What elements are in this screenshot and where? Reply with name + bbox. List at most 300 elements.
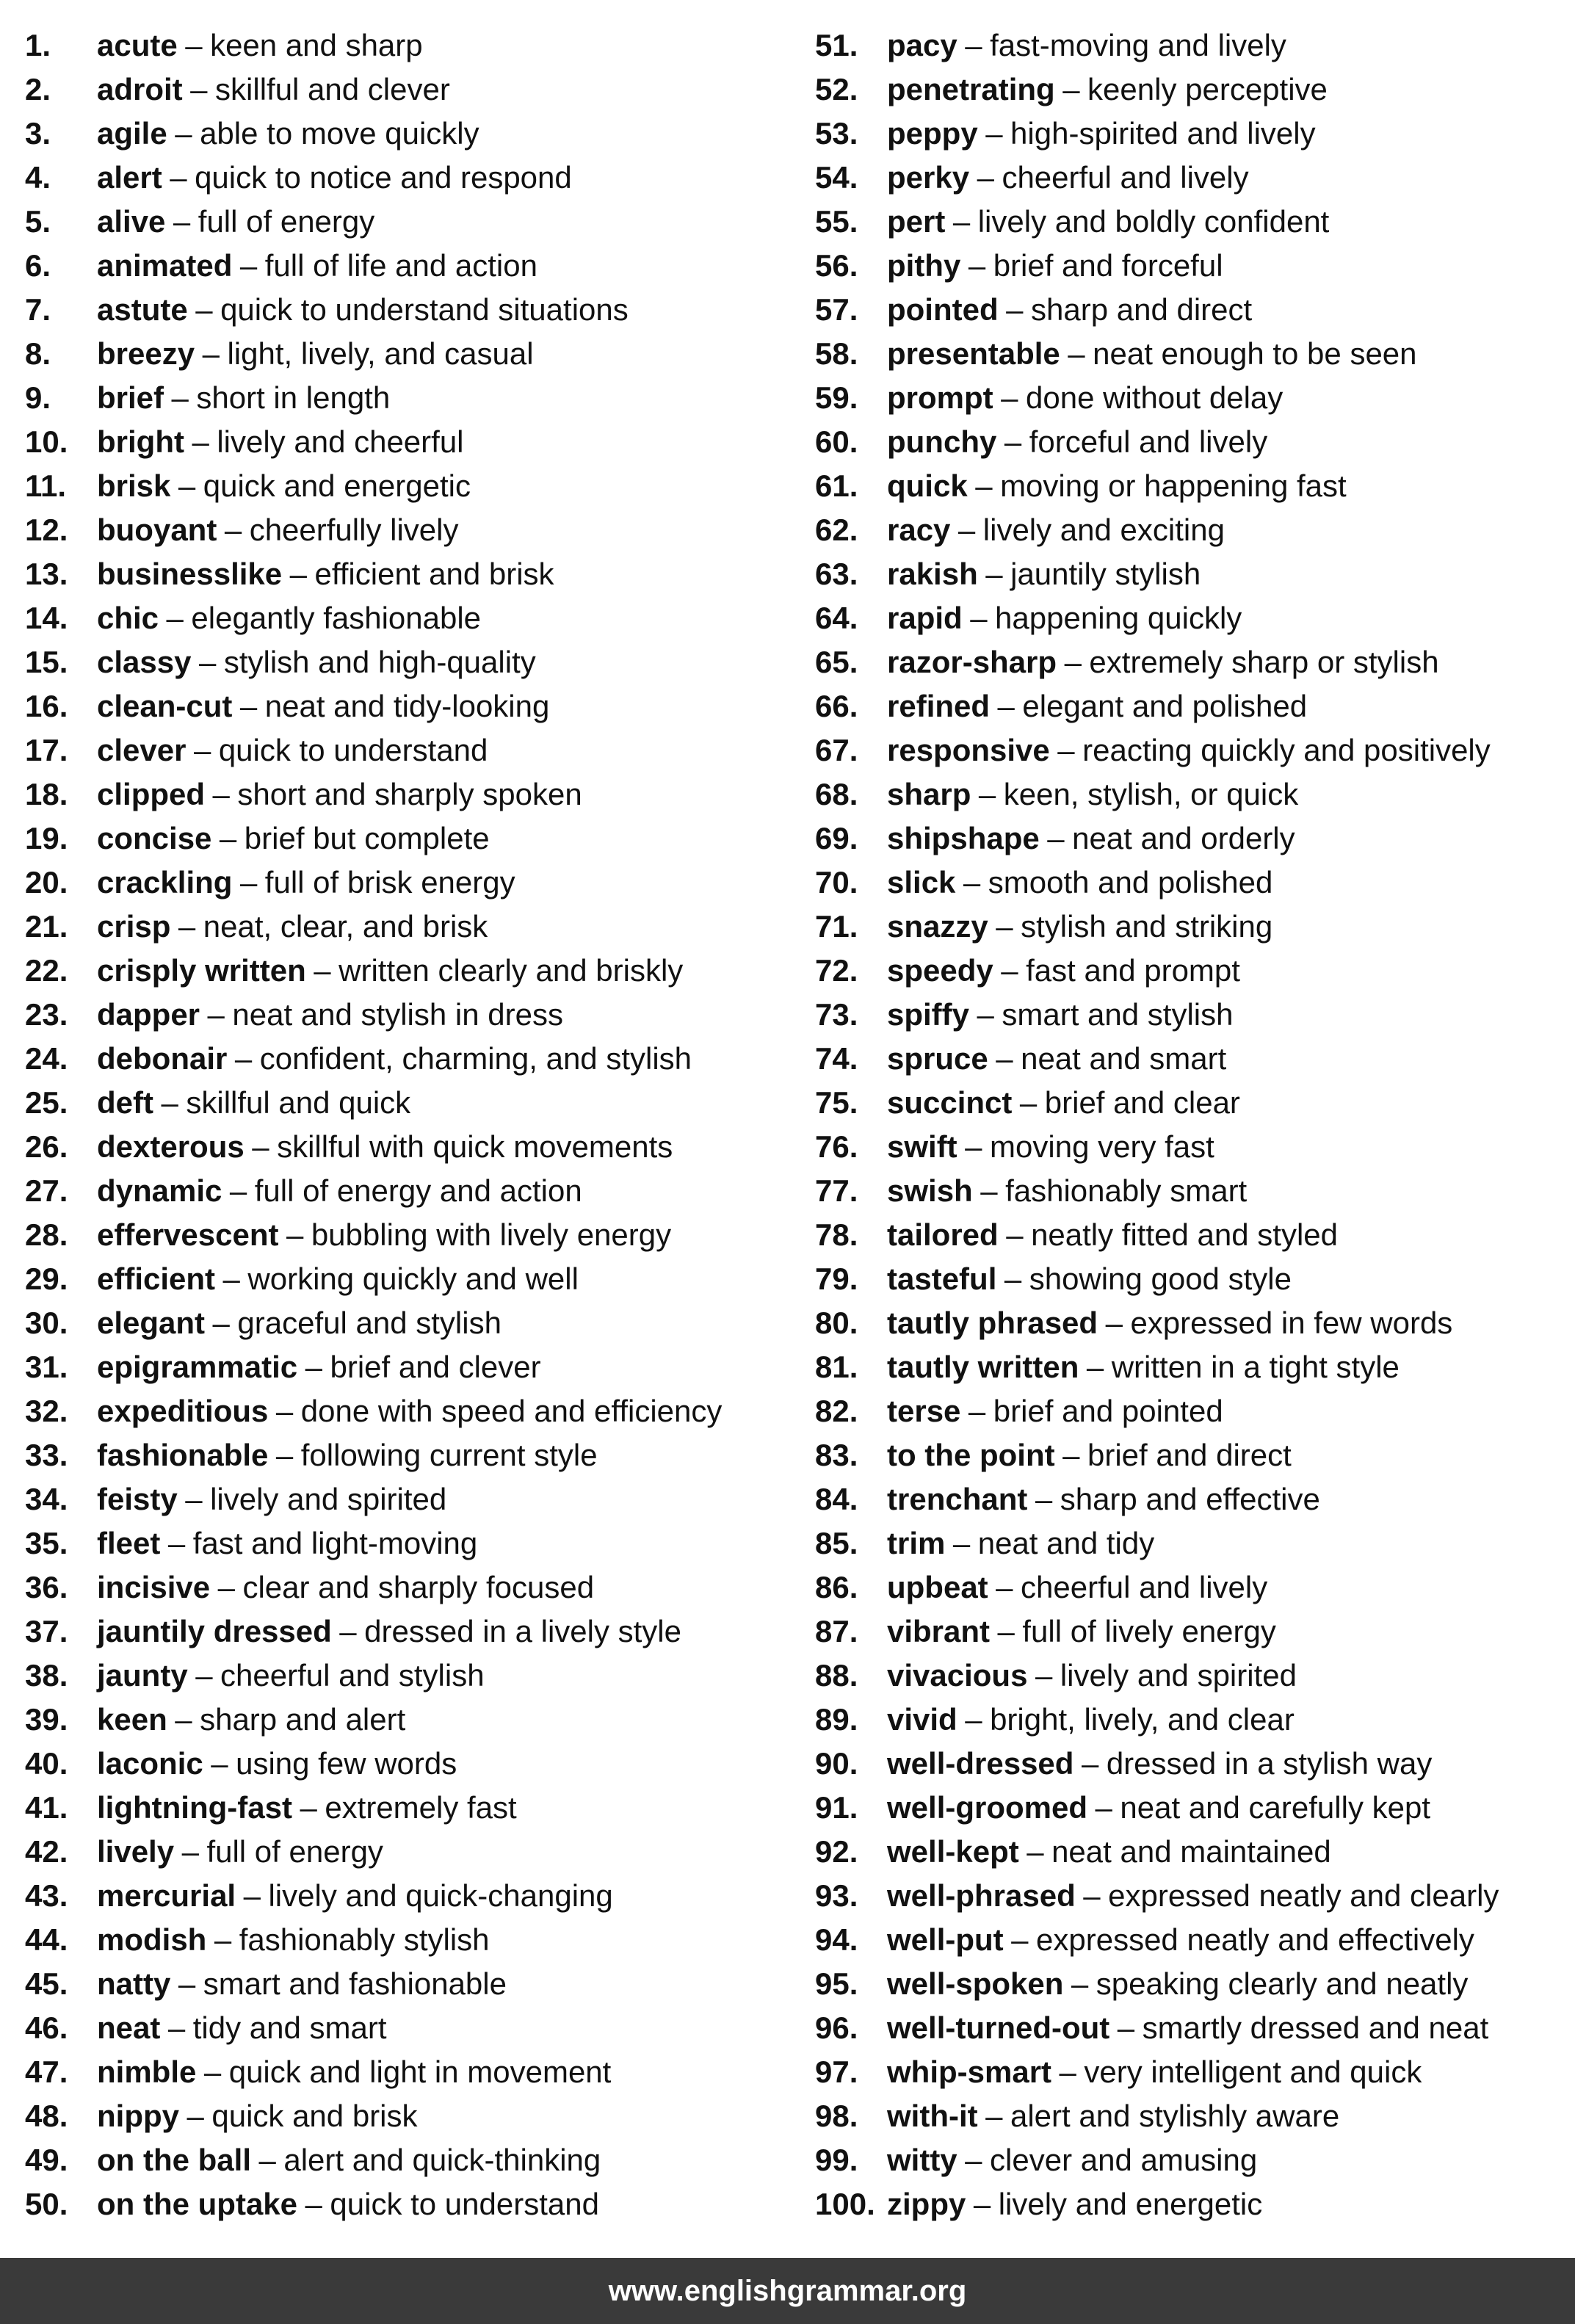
- list-item: [815, 817, 1568, 861]
- item-definition: lively and quick-changing: [268, 1878, 613, 1913]
- item-separator: –: [952, 204, 971, 239]
- item-word: racy: [887, 513, 951, 547]
- item-word: swish: [887, 1173, 973, 1208]
- item-definition: working quickly and well: [247, 1261, 579, 1296]
- item-separator: –: [178, 1966, 196, 2001]
- list-item: [815, 949, 1568, 993]
- list-item: [25, 1698, 789, 1742]
- item-word: swift: [887, 1129, 957, 1164]
- item-separator: –: [305, 1350, 322, 1384]
- item-word: vivid: [887, 1702, 957, 1737]
- item-word: nimble: [97, 2055, 197, 2089]
- item-definition: full of energy and action: [254, 1173, 582, 1208]
- item-definition: expressed in few words: [1130, 1306, 1453, 1340]
- item-separator: –: [1027, 1834, 1044, 1869]
- item-number: 23.: [25, 997, 68, 1032]
- item-separator: –: [167, 1526, 186, 1560]
- item-definition: lively and cheerful: [217, 424, 464, 459]
- item-number: 90.: [815, 1746, 858, 1781]
- item-number: 32.: [25, 1394, 68, 1428]
- item-number: 21.: [25, 909, 68, 944]
- list-item: [815, 861, 1568, 905]
- item-separator: –: [222, 1261, 240, 1296]
- list-item: [815, 376, 1568, 420]
- item-word: acute: [97, 28, 178, 62]
- item-definition: cheerful and stylish: [220, 1658, 485, 1693]
- item-definition: expressed neatly and effectively: [1036, 1922, 1474, 1957]
- item-definition: neat enough to be seen: [1093, 336, 1417, 371]
- list-item: [815, 1874, 1568, 1918]
- list-item: [25, 1213, 789, 1257]
- item-separator: –: [190, 72, 208, 106]
- list-item: [815, 1345, 1568, 1389]
- item-number: 73.: [815, 997, 858, 1032]
- item-word: speedy: [887, 953, 993, 988]
- list-item: [25, 1433, 789, 1477]
- item-word: dynamic: [97, 1173, 222, 1208]
- list-item: [815, 200, 1568, 244]
- item-separator: –: [171, 380, 189, 415]
- list-item: [25, 861, 789, 905]
- item-number: 37.: [25, 1614, 68, 1648]
- item-separator: –: [339, 1614, 357, 1648]
- list-item: [25, 1521, 789, 1565]
- item-separator: –: [996, 1570, 1013, 1604]
- item-word: buoyant: [97, 513, 217, 547]
- list-item: [25, 905, 789, 949]
- list-item: [25, 244, 789, 288]
- item-definition: fast and prompt: [1026, 953, 1240, 988]
- item-definition: cheerful and lively: [1002, 160, 1249, 195]
- item-definition: full of lively energy: [1022, 1614, 1276, 1648]
- item-number: 1.: [25, 28, 51, 62]
- item-word: efficient: [97, 1261, 216, 1296]
- item-word: rapid: [887, 601, 963, 635]
- item-definition: smooth and polished: [988, 865, 1273, 899]
- list-item: [815, 1918, 1568, 1962]
- list-item: [25, 288, 789, 332]
- list-item: [815, 156, 1568, 200]
- item-separator: –: [305, 2187, 322, 2221]
- item-separator: –: [1035, 1482, 1053, 1516]
- item-word: rakish: [887, 557, 978, 591]
- list-item: [25, 1918, 789, 1962]
- item-number: 70.: [815, 865, 858, 899]
- item-word: tasteful: [887, 1261, 997, 1296]
- list-item: [815, 2182, 1568, 2226]
- list-item: [25, 2182, 789, 2226]
- item-word: brief: [97, 380, 164, 415]
- item-word: tautly phrased: [887, 1306, 1098, 1340]
- item-definition: following current style: [300, 1438, 598, 1472]
- item-number: 59.: [815, 380, 858, 415]
- item-number: 71.: [815, 909, 858, 944]
- list-item: [25, 596, 789, 640]
- item-definition: efficient and brisk: [314, 557, 554, 591]
- item-separator: –: [1081, 1746, 1099, 1781]
- item-definition: short and sharply spoken: [237, 777, 582, 811]
- item-word: punchy: [887, 424, 997, 459]
- item-definition: sharp and direct: [1031, 292, 1253, 327]
- item-number: 55.: [815, 204, 858, 239]
- item-separator: –: [173, 204, 191, 239]
- item-definition: clear and sharply focused: [242, 1570, 595, 1604]
- list-item: [815, 288, 1568, 332]
- list-item: [815, 1786, 1568, 1830]
- item-separator: –: [1059, 2055, 1076, 2089]
- list-item: [815, 1610, 1568, 1654]
- list-item: [815, 1698, 1568, 1742]
- item-word: breezy: [97, 336, 195, 371]
- item-number: 22.: [25, 953, 68, 988]
- item-definition: elegantly fashionable: [191, 601, 482, 635]
- item-word: on the uptake: [97, 2187, 298, 2221]
- item-separator: –: [965, 1129, 982, 1164]
- item-word: vibrant: [887, 1614, 991, 1648]
- item-word: adroit: [97, 72, 183, 106]
- list-item: [815, 772, 1568, 817]
- item-word: bright: [97, 424, 184, 459]
- item-word: dapper: [97, 997, 200, 1032]
- item-definition: brief and pointed: [993, 1394, 1223, 1428]
- item-definition: cheerfully lively: [249, 513, 459, 547]
- item-definition: neat and stylish in dress: [232, 997, 563, 1032]
- item-number: 43.: [25, 1878, 68, 1913]
- list-item: [815, 420, 1568, 464]
- item-separator: –: [239, 865, 258, 899]
- item-definition: neat and maintained: [1051, 1834, 1331, 1869]
- item-definition: quick and energetic: [203, 468, 471, 503]
- list-item: [25, 200, 789, 244]
- item-separator: –: [1095, 1790, 1112, 1825]
- item-number: 46.: [25, 2010, 68, 2045]
- item-number: 6.: [25, 248, 51, 283]
- item-number: 3.: [25, 116, 51, 151]
- item-number: 7.: [25, 292, 51, 327]
- item-definition: quick and brisk: [211, 2099, 418, 2133]
- item-definition: extremely sharp or stylish: [1089, 645, 1439, 679]
- list-item: [25, 112, 789, 156]
- item-word: modish: [97, 1922, 207, 1957]
- item-separator: –: [957, 513, 976, 547]
- item-word: on the ball: [97, 2143, 251, 2177]
- item-number: 76.: [815, 1129, 858, 1164]
- item-number: 36.: [25, 1570, 68, 1604]
- item-word: crackling: [97, 865, 233, 899]
- item-word: snazzy: [887, 909, 988, 944]
- item-separator: –: [980, 1173, 998, 1208]
- item-separator: –: [198, 645, 217, 679]
- item-separator: –: [195, 1658, 213, 1693]
- list-item: [25, 817, 789, 861]
- item-number: 45.: [25, 1966, 68, 2001]
- item-separator: –: [195, 292, 213, 327]
- item-word: well-dressed: [887, 1746, 1074, 1781]
- item-word: natty: [97, 1966, 171, 2001]
- list-item: [815, 728, 1568, 772]
- item-definition: neat and tidy: [977, 1526, 1155, 1560]
- item-definition: fashionably smart: [1005, 1173, 1248, 1208]
- item-definition: expressed neatly and clearly: [1108, 1878, 1499, 1913]
- item-word: clever: [97, 733, 187, 767]
- item-definition: sharp and alert: [200, 1702, 406, 1737]
- item-definition: quick to understand situations: [220, 292, 629, 327]
- item-definition: neat and carefully kept: [1120, 1790, 1430, 1825]
- item-number: 49.: [25, 2143, 68, 2177]
- list-item: [25, 1742, 789, 1786]
- list-item: [815, 993, 1568, 1037]
- list-item: [25, 156, 789, 200]
- item-word: nippy: [97, 2099, 179, 2133]
- item-number: 11.: [25, 468, 67, 503]
- item-word: businesslike: [97, 557, 283, 591]
- item-number: 66.: [815, 689, 858, 723]
- item-separator: –: [1086, 1350, 1104, 1384]
- list-item: [25, 23, 789, 68]
- list-item: [815, 68, 1568, 112]
- item-definition: neat and smart: [1021, 1041, 1227, 1076]
- item-separator: –: [952, 1526, 971, 1560]
- item-number: 4.: [25, 160, 51, 195]
- item-word: upbeat: [887, 1570, 988, 1604]
- item-separator: –: [170, 160, 187, 195]
- item-word: refined: [887, 689, 991, 723]
- item-separator: –: [229, 1173, 247, 1208]
- item-number: 15.: [25, 645, 68, 679]
- list-item: [815, 596, 1568, 640]
- item-separator: –: [1047, 821, 1065, 855]
- item-definition: confident, charming, and stylish: [259, 1041, 692, 1076]
- item-separator: –: [977, 160, 994, 195]
- item-word: perky: [887, 160, 970, 195]
- item-word: with-it: [887, 2099, 978, 2133]
- item-number: 24.: [25, 1041, 68, 1076]
- list-item: [25, 1125, 789, 1169]
- item-definition: alert and stylishly aware: [1010, 2099, 1340, 2133]
- item-separator: –: [1064, 645, 1082, 679]
- item-definition: lively and spirited: [210, 1482, 447, 1516]
- item-separator: –: [1001, 380, 1018, 415]
- item-number: 38.: [25, 1658, 68, 1693]
- item-number: 72.: [815, 953, 858, 988]
- item-word: lively: [97, 1834, 175, 1869]
- list-item: [25, 1037, 789, 1081]
- word-list-right-column: [815, 23, 1568, 2226]
- item-word: brisk: [97, 468, 171, 503]
- item-word: witty: [887, 2143, 957, 2177]
- list-item: [815, 1565, 1568, 1610]
- item-word: agile: [97, 116, 167, 151]
- item-number: 61.: [815, 468, 858, 503]
- item-word: dexterous: [97, 1129, 245, 1164]
- item-separator: –: [286, 1217, 304, 1252]
- item-definition: brief and forceful: [993, 248, 1223, 283]
- item-number: 39.: [25, 1702, 68, 1737]
- item-number: 97.: [815, 2055, 858, 2089]
- list-item: [25, 640, 789, 684]
- item-definition: full of energy: [198, 204, 375, 239]
- item-number: 91.: [815, 1790, 858, 1825]
- item-definition: keen, stylish, or quick: [1003, 777, 1299, 811]
- item-definition: bright, lively, and clear: [990, 1702, 1295, 1737]
- item-word: feisty: [97, 1482, 178, 1516]
- item-number: 93.: [815, 1878, 858, 1913]
- item-separator: –: [1057, 733, 1075, 767]
- item-number: 50.: [25, 2187, 68, 2221]
- item-separator: –: [275, 1394, 294, 1428]
- list-item: [25, 772, 789, 817]
- list-item: [815, 684, 1568, 728]
- list-item: [25, 376, 789, 420]
- list-item: [25, 1565, 789, 1610]
- item-separator: –: [275, 1438, 294, 1472]
- list-item: [815, 464, 1568, 508]
- item-definition: using few words: [236, 1746, 457, 1781]
- list-item: [815, 1125, 1568, 1169]
- item-separator: –: [239, 689, 258, 723]
- item-separator: –: [985, 2099, 1003, 2133]
- item-number: 40.: [25, 1746, 68, 1781]
- item-separator: –: [203, 2055, 222, 2089]
- item-word: concise: [97, 821, 212, 855]
- list-item: [815, 640, 1568, 684]
- item-definition: brief and clever: [330, 1350, 541, 1384]
- item-definition: happening quickly: [995, 601, 1242, 635]
- item-definition: stylish and striking: [1021, 909, 1273, 944]
- item-definition: done with speed and efficiency: [300, 1394, 723, 1428]
- item-separator: –: [243, 1878, 261, 1913]
- item-separator: –: [252, 1129, 269, 1164]
- item-word: quick: [887, 468, 968, 503]
- item-separator: –: [1004, 424, 1022, 459]
- item-number: 82.: [815, 1394, 858, 1428]
- item-definition: high-spirited and lively: [1010, 116, 1316, 151]
- item-definition: lively and boldly confident: [977, 204, 1330, 239]
- item-word: crisp: [97, 909, 171, 944]
- list-item: [25, 1345, 789, 1389]
- item-word: laconic: [97, 1746, 203, 1781]
- item-separator: –: [1083, 1878, 1101, 1913]
- item-definition: done without delay: [1026, 380, 1283, 415]
- item-separator: –: [211, 1746, 228, 1781]
- item-word: expeditious: [97, 1394, 269, 1428]
- list-item: [25, 993, 789, 1037]
- item-number: 63.: [815, 557, 858, 591]
- item-number: 5.: [25, 204, 51, 239]
- item-number: 83.: [815, 1438, 858, 1472]
- list-item: [815, 112, 1568, 156]
- item-word: elegant: [97, 1306, 206, 1340]
- item-definition: quick to understand: [218, 733, 488, 767]
- word-list-left-column: [25, 23, 789, 2226]
- list-item: [25, 1477, 789, 1521]
- item-word: crisply written: [97, 953, 306, 988]
- item-number: 54.: [815, 160, 858, 195]
- list-item: [815, 23, 1568, 68]
- list-item: [25, 1169, 789, 1213]
- list-item: [25, 2094, 789, 2138]
- item-definition: cheerful and lively: [1021, 1570, 1268, 1604]
- list-item: [815, 1257, 1568, 1301]
- item-number: 99.: [815, 2143, 858, 2177]
- item-definition: jauntily stylish: [1010, 557, 1201, 591]
- item-word: pacy: [887, 28, 957, 62]
- item-definition: smartly dressed and neat: [1142, 2010, 1489, 2045]
- item-definition: short in length: [196, 380, 391, 415]
- list-item: [815, 1433, 1568, 1477]
- item-separator: –: [965, 28, 982, 62]
- item-number: 88.: [815, 1658, 858, 1693]
- item-definition: clever and amusing: [990, 2143, 1258, 2177]
- item-definition: reacting quickly and positively: [1082, 733, 1491, 767]
- item-separator: –: [314, 953, 331, 988]
- item-number: 33.: [25, 1438, 68, 1472]
- list-item: [815, 1962, 1568, 2006]
- item-number: 2.: [25, 72, 51, 106]
- list-item: [25, 68, 789, 112]
- item-number: 67.: [815, 733, 858, 767]
- list-item: [25, 552, 789, 596]
- item-separator: –: [207, 997, 225, 1032]
- item-number: 13.: [25, 557, 68, 591]
- item-separator: –: [258, 2143, 276, 2177]
- item-number: 92.: [815, 1834, 858, 1869]
- item-number: 65.: [815, 645, 858, 679]
- footer-url: www.englishgrammar.org: [608, 2274, 967, 2307]
- item-definition: moving or happening fast: [1000, 468, 1347, 503]
- item-number: 51.: [815, 28, 858, 62]
- item-word: spruce: [887, 1041, 988, 1076]
- item-definition: brief and clear: [1044, 1085, 1240, 1120]
- item-word: responsive: [887, 733, 1050, 767]
- item-separator: –: [185, 1482, 203, 1516]
- item-definition: skillful with quick movements: [277, 1129, 673, 1164]
- item-definition: forceful and lively: [1029, 424, 1268, 459]
- item-word: well-turned-out: [887, 2010, 1110, 2045]
- item-definition: light, lively, and casual: [227, 336, 534, 371]
- list-item: [815, 508, 1568, 552]
- item-word: well-phrased: [887, 1878, 1076, 1913]
- item-separator: –: [239, 248, 258, 283]
- item-separator: –: [300, 1790, 317, 1825]
- list-item: [25, 332, 789, 376]
- item-word: mercurial: [97, 1878, 236, 1913]
- item-number: 68.: [815, 777, 858, 811]
- list-item: [815, 1830, 1568, 1874]
- list-item: [815, 2138, 1568, 2182]
- item-separator: –: [1001, 953, 1018, 988]
- item-separator: –: [181, 1834, 199, 1869]
- list-item: [815, 2050, 1568, 2094]
- list-item: [815, 2006, 1568, 2050]
- item-definition: neat and tidy-looking: [264, 689, 550, 723]
- item-definition: able to move quickly: [200, 116, 479, 151]
- item-separator: –: [166, 601, 184, 635]
- item-word: vivacious: [887, 1658, 1028, 1693]
- item-separator: –: [1006, 1217, 1024, 1252]
- list-item: [815, 1742, 1568, 1786]
- item-separator: –: [965, 2143, 982, 2177]
- item-definition: brief and direct: [1087, 1438, 1292, 1472]
- item-separator: –: [1071, 1966, 1089, 2001]
- item-separator: –: [978, 777, 996, 811]
- item-definition: elegant and polished: [1022, 689, 1308, 723]
- item-definition: skillful and clever: [215, 72, 450, 106]
- list-item: [815, 332, 1568, 376]
- item-definition: stylish and high-quality: [223, 645, 536, 679]
- item-definition: fast and light-moving: [192, 1526, 478, 1560]
- item-definition: full of energy: [206, 1834, 383, 1869]
